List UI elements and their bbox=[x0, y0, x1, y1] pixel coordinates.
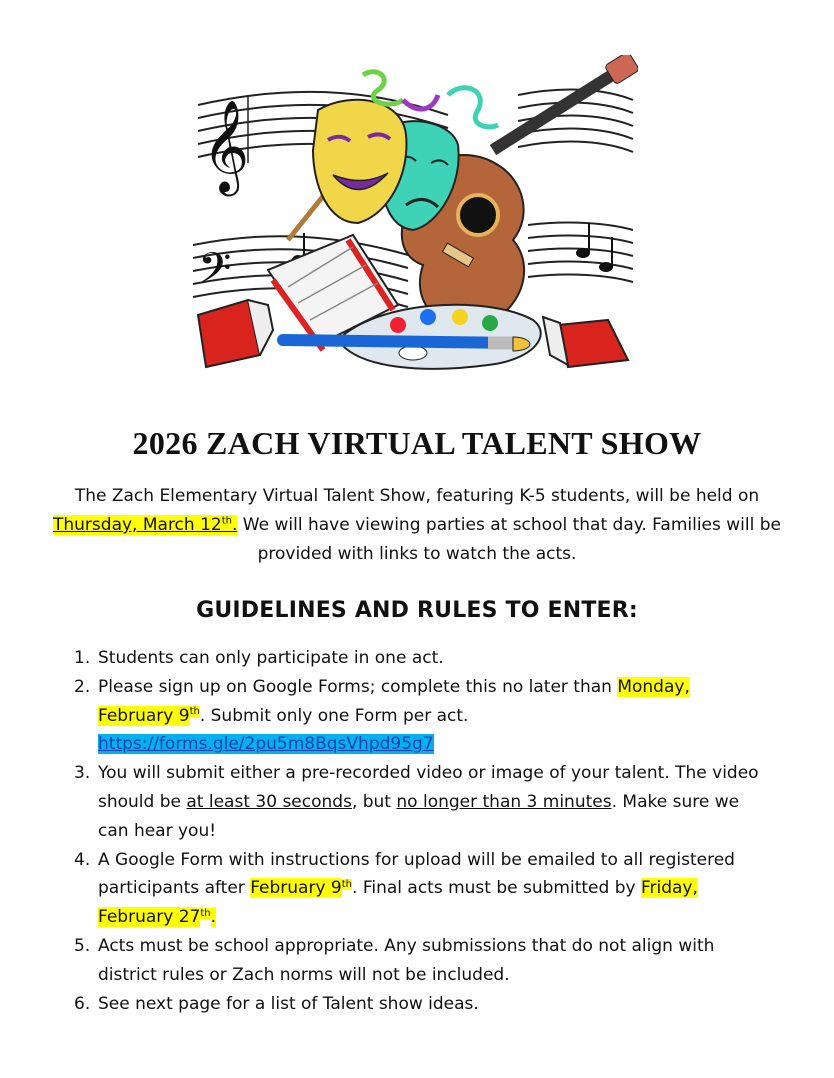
rule-text: . bbox=[210, 907, 217, 928]
intro-paragraph bbox=[46, 482, 788, 569]
min-length-text: at least 30 seconds bbox=[186, 791, 352, 812]
performing-arts-clipart bbox=[188, 55, 638, 375]
rule-text: You will submit either a pre-recorded video or image of your talent. The video should be bbox=[98, 763, 759, 812]
event-date-highlight bbox=[53, 515, 237, 535]
intro-text-continued: We will have viewing parties at school that day. Families will be provided with links to watch the acts. bbox=[237, 515, 781, 564]
rule-text: , but bbox=[351, 791, 397, 812]
rule-text: Please sign up on Google Forms; complete this no later than bbox=[98, 676, 618, 697]
list-item bbox=[70, 846, 770, 932]
list-item bbox=[70, 644, 770, 673]
bass-clef-icon bbox=[198, 244, 231, 304]
date-suffix: th bbox=[221, 515, 232, 527]
list-item bbox=[70, 932, 770, 990]
treble-clef-icon bbox=[202, 99, 249, 196]
rule-text: . Make sure we can hear you! bbox=[98, 791, 740, 841]
date-period: . bbox=[231, 515, 238, 535]
rule-text: Acts must be school appropriate. Any submissions that do not align with district rules or Zach norms will not be included. bbox=[98, 935, 715, 985]
svg-text:𝄞: 𝄞 bbox=[202, 99, 250, 192]
list-number: 4. bbox=[74, 849, 91, 870]
intro-text: The Zach Elementary Virtual Talent Show, featuring K-5 students, will be held on bbox=[74, 486, 760, 506]
date-highlight: February 9 bbox=[250, 878, 342, 899]
rules-list bbox=[70, 644, 770, 1018]
date-suffix: th bbox=[189, 705, 200, 717]
max-length-text: no longer than 3 minutes bbox=[396, 791, 612, 812]
page-title: 2026 ZACH VIRTUAL TALENT SHOW bbox=[132, 425, 702, 461]
list-item bbox=[70, 990, 770, 1019]
list-number: 1. bbox=[74, 648, 91, 668]
list-number: 3. bbox=[74, 763, 91, 784]
list-number: 2. bbox=[74, 676, 91, 697]
rule-text: A Google Form with instructions for upload will be emailed to all registered participants after bbox=[98, 849, 735, 899]
list-item bbox=[70, 759, 770, 845]
date-suffix: th bbox=[341, 878, 353, 890]
event-date: Thursday, March 12 bbox=[53, 515, 222, 535]
section-title: GUIDELINES AND RULES TO ENTER: bbox=[196, 598, 638, 623]
rule-text: See next page for a list of Talent show ideas. bbox=[98, 993, 479, 1014]
list-number: 5. bbox=[74, 935, 91, 956]
rule-text: . Submit only one Form per act. bbox=[199, 705, 469, 726]
deadline-highlight: Monday, February 9 bbox=[98, 676, 690, 726]
list-number: 6. bbox=[74, 993, 91, 1014]
deadline-highlight: Friday, February 27 bbox=[98, 878, 698, 928]
list-item bbox=[70, 673, 770, 759]
rule-text: Students can only participate in one act. bbox=[98, 648, 444, 668]
google-form-link[interactable]: https://forms.gle/2pu5m8BqsVhpd95g7 bbox=[98, 734, 434, 755]
svg-text:𝄢: 𝄢 bbox=[198, 244, 232, 304]
rule-text: . Final acts must be submitted by bbox=[352, 878, 641, 899]
date-suffix: th bbox=[200, 907, 211, 919]
